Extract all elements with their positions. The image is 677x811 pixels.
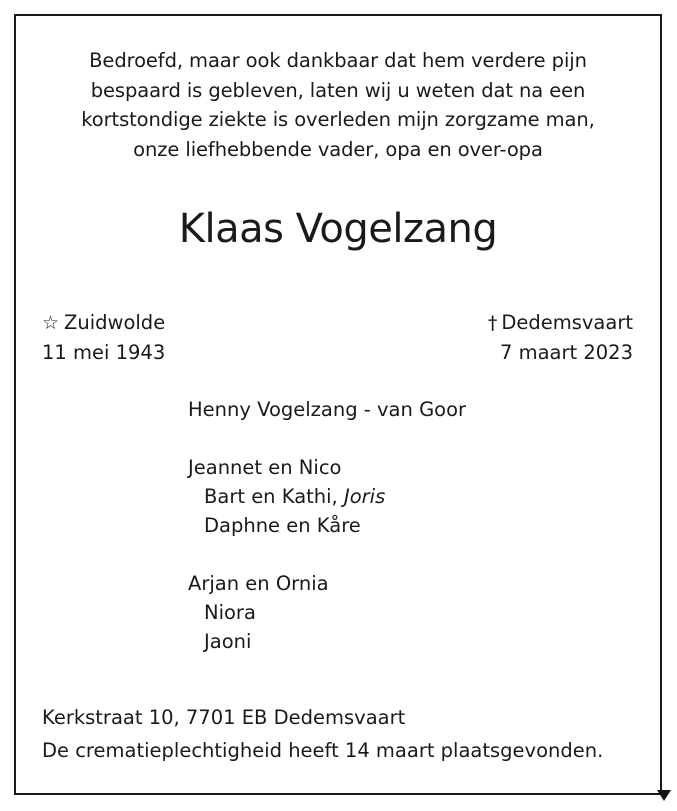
death-place: Dedemsvaart <box>501 311 633 334</box>
death-date: 7 maart 2023 <box>500 341 633 364</box>
family-list <box>188 395 466 656</box>
cross-icon: † <box>487 312 498 334</box>
family-parents: Jeannet en Nico <box>188 456 342 479</box>
family-parents: Arjan en Ornia <box>188 572 329 595</box>
spacer <box>188 424 466 453</box>
birth-place-line <box>42 308 165 338</box>
star-icon: ☆ <box>42 312 60 334</box>
death-info <box>477 308 633 367</box>
birth-place: Zuidwolde <box>64 311 166 334</box>
family-child-names: Bart en Kathi, <box>204 485 338 508</box>
family-child: Jaoni <box>204 630 252 653</box>
spacer <box>188 540 466 569</box>
intro-line: onze liefhebbende vader, opa en over-opa <box>133 137 543 161</box>
footer-info <box>42 701 603 767</box>
intro-line: bespaard is gebleven, laten wij u weten dat na een <box>90 78 586 102</box>
deceased-name: Klaas Vogelzang <box>178 206 498 252</box>
death-place-line <box>477 308 633 338</box>
intro-line: kortstondige ziekte is overleden mijn zorgzame man, <box>81 108 595 131</box>
triangle-down-icon <box>657 790 671 801</box>
birth-date: 11 mei 1943 <box>42 341 166 364</box>
family-child: Daphne en Kåre <box>204 514 361 537</box>
ceremony-note: De crematieplechtigheid heeft 14 maart plaatsgevonden. <box>42 739 604 762</box>
family-child <box>188 482 466 511</box>
family-child: Niora <box>204 601 256 624</box>
address: Kerkstraat 10, 7701 EB Dedemsvaart <box>42 706 406 729</box>
intro-text <box>14 46 662 164</box>
intro-line: Bedroefd, maar ook dankbaar dat hem verdere pijn <box>89 49 587 72</box>
spouse-name: Henny Vogelzang - van Goor <box>188 398 467 421</box>
family-child-extra: Joris <box>343 485 386 508</box>
birth-info <box>42 308 165 367</box>
